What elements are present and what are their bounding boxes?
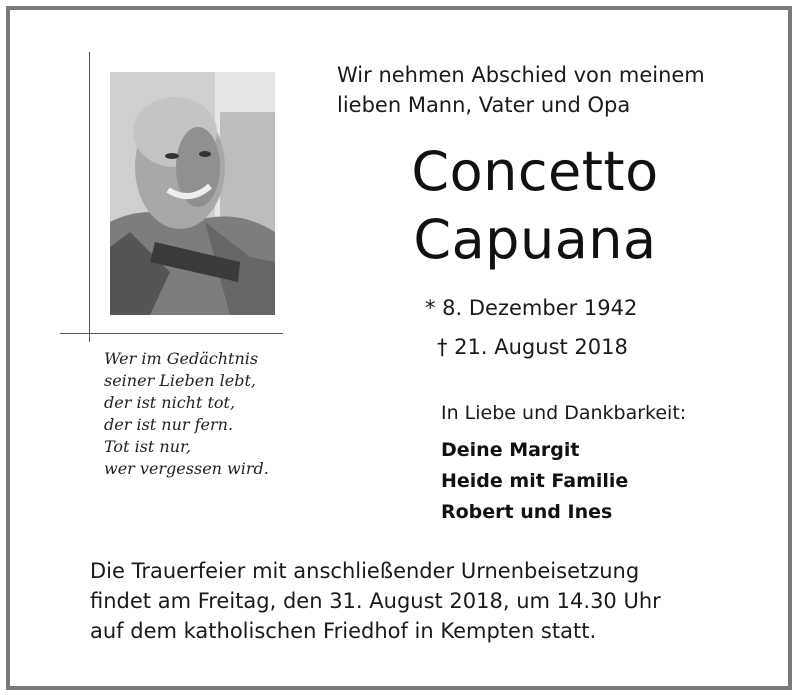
decorative-cross-horizontal [60,333,283,334]
quote-line: Wer im Gedächtnis [104,349,259,368]
funeral-line: Die Trauerfeier mit anschließender Urnenbeisetzung [90,559,640,583]
mourners-list [441,435,628,528]
mourner-name: Heide mit Familie [441,470,629,492]
quote-line: Tot ist nur, [104,437,192,456]
portrait-photo [110,72,275,315]
mourner-name: Deine Margit [441,439,580,461]
funeral-line: findet am Freitag, den 31. August 2018, um 14.30 Uhr [90,589,661,613]
quote-line: der ist nur fern. [104,415,234,434]
quote-line: seiner Lieben lebt, [104,371,256,390]
thanks-heading: In Liebe und Dankbarkeit: [441,402,687,424]
funeral-line: auf dem katholischen Friedhof in Kempten statt. [90,619,597,643]
deceased-first-name: Concetto [411,140,659,203]
intro-line: lieben Mann, Vater und Opa [337,93,631,117]
death-date: † 21. August 2018 [437,335,628,359]
intro-text [337,60,767,120]
deceased-last-name: Capuana [413,208,657,271]
quote-line: der ist nicht tot, [104,393,236,412]
funeral-info [90,556,780,646]
mourner-name: Robert und Ines [441,501,613,523]
quote-line: wer vergessen wird. [104,459,269,478]
memorial-quote [104,348,304,480]
birth-date: * 8. Dezember 1942 [425,296,638,320]
decorative-cross-vertical [89,52,90,342]
intro-line: Wir nehmen Abschied von meinem [337,63,705,87]
